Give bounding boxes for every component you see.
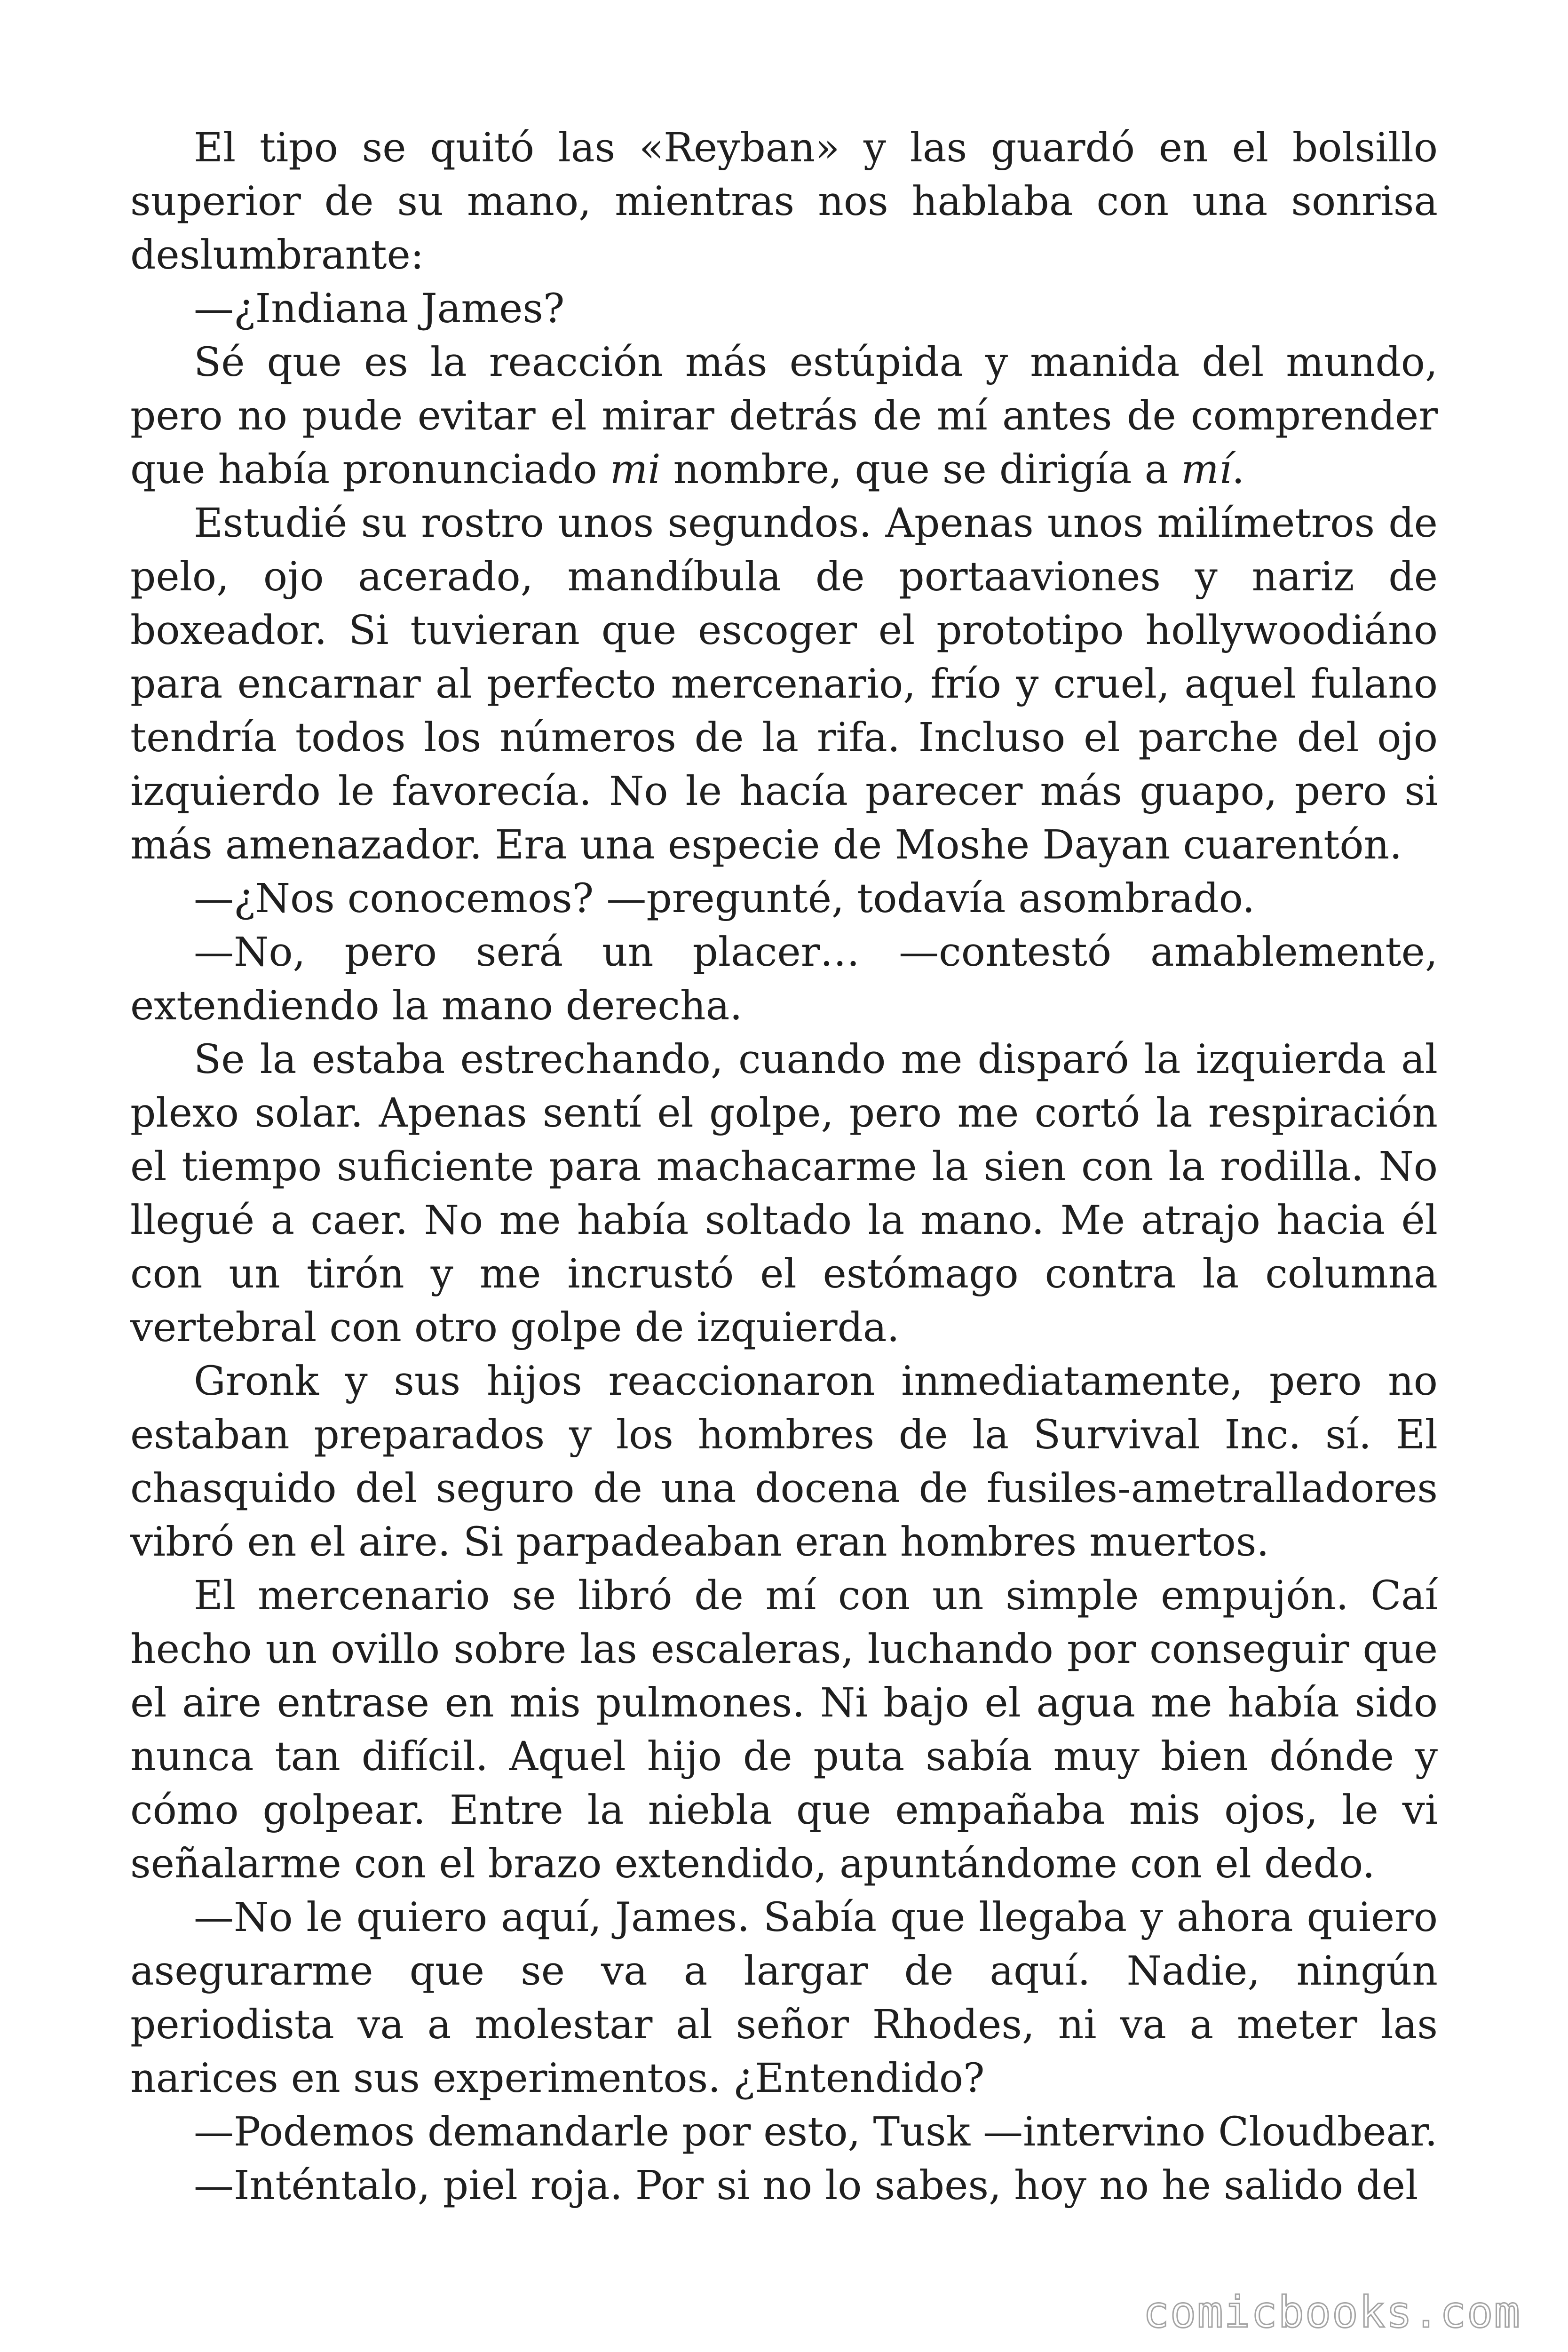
paragraph-3-middle: nombre, que se dirigía a <box>660 446 1181 493</box>
paragraph-2: —¿Indiana James? <box>194 286 565 332</box>
paragraph-12: —Inténtalo, piel roja. Por si no lo sabes, hoy no he salido del <box>194 2162 1418 2209</box>
paragraph-9: El mercenario se libró de mí con un simple empujón. Caí hecho un ovillo sobre las escaleras, luchando por conseguir que el aire entrase en mis pulmones. Ni bajo el agua me había sido nunca tan difícil. Aquel hijo de puta sabía muy bien dónde y cómo golpear. Entre la niebla que empañaba mis ojos, le vi señalarme con el brazo extendido, apuntándome con el dedo. <box>130 1573 1438 1887</box>
paragraph-10: —No le quiero aquí, James. Sabía que llegaba y ahora quiero asegurarme que se va a largar de aquí. Nadie, ningún periodista va a molestar al señor Rhodes, ni va a meter las narices en sus experimentos. ¿Entendido? <box>130 1894 1438 2102</box>
body-text <box>130 121 1438 2213</box>
paragraph-6: —No, pero será un placer… —contestó amablemente, extendiendo la mano derecha. <box>130 929 1438 1029</box>
paragraph-7: Se la estaba estrechando, cuando me disparó la izquierda al plexo solar. Apenas sentí el golpe, pero me cortó la respiración el tiempo suficiente para machacarme la sien con la rodilla. No llegué a caer. No me había soltado la mano. Me atrajo hacia él con un tirón y me incrustó el estómago contra la columna vertebral con otro golpe de izquierda. <box>130 1036 1438 1351</box>
paragraph-3 <box>130 336 1438 497</box>
paragraph-3-start: Sé que es la reacción más estúpida y manida del mundo, pero no pude evitar el mirar detrás de mí antes de comprender que había pronunciado <box>130 339 1438 493</box>
italic-word-mi: mi <box>610 446 661 493</box>
paragraph-3-end: . <box>1232 446 1245 493</box>
paragraph-11: —Podemos demandarle por esto, Tusk —intervino Cloudbear. <box>194 2109 1438 2155</box>
paragraph-1: El tipo se quitó las «Reyban» y las guardó en el bolsillo superior de su mano, mientras nos hablaba con una sonrisa deslumbrante: <box>130 125 1438 278</box>
watermark-logo: comicbooks.com <box>1143 2287 1521 2337</box>
italic-word-mi-accent: mí <box>1181 446 1232 493</box>
paragraph-4: Estudié su rostro unos segundos. Apenas unos milímetros de pelo, ojo acerado, mandíbula de portaaviones y nariz de boxeador. Si tuvieran que escoger el prototipo hollywoodiáno para encarnar al perfecto mercenario, frío y cruel, aquel fulano tendría todos los números de la rifa. Incluso el parche del ojo izquierdo le favorecía. No le hacía parecer más guapo, pero si más amenazador. Era una especie de Moshe Dayan cuarentón. <box>130 500 1438 868</box>
paragraph-8: Gronk y sus hijos reaccionaron inmediatamente, pero no estaban preparados y los hombres de la Survival Inc. sí. El chasquido del seguro de una docena de fusiles-ametralladores vibró en el aire. Si parpadeaban eran hombres muertos. <box>130 1358 1438 1565</box>
paragraph-5: —¿Nos conocemos? —pregunté, todavía asombrado. <box>194 875 1255 922</box>
